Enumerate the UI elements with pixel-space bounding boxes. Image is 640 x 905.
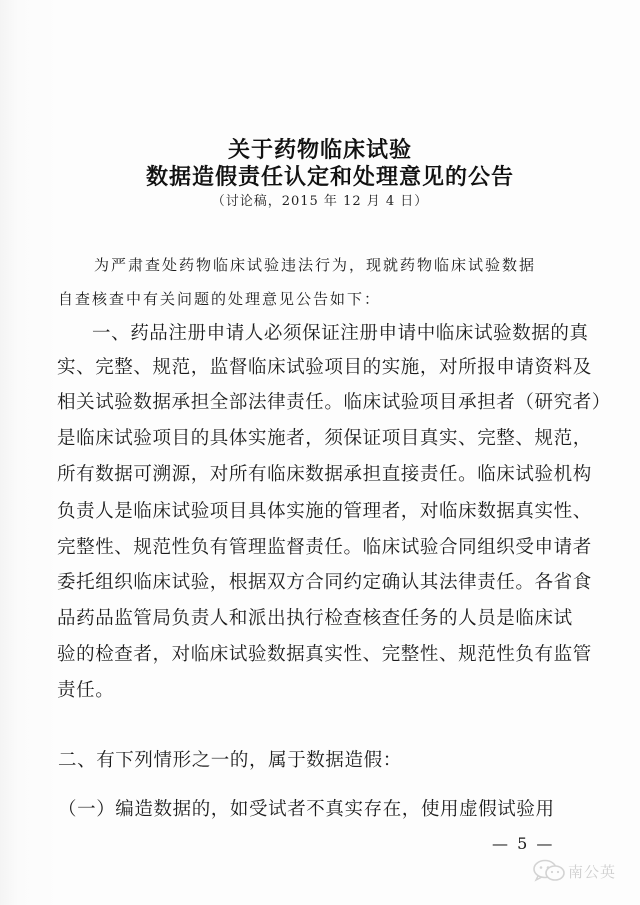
body-line: （一）编造数据的，如受试者不真实存在，使用虚假试验用: [58, 799, 555, 820]
section-heading: 二、有下列情形之一的，属于数据造假：: [58, 750, 402, 771]
body-line: 完整性、规范性负有管理监督责任。临床试验合同组织受申请者: [57, 537, 592, 558]
body-line: 负责人是临床试验项目具体实施的管理者，对临床数据真实性、: [57, 501, 592, 522]
body-line: 委托组织临床试验，根据双方合同约定确认其法律责任。各省食: [57, 572, 592, 593]
body-line: 责任。: [57, 680, 115, 701]
document-title-line2: 数据造假责任认定和处理意见的公告: [145, 164, 514, 190]
watermark-text: 南公英: [568, 862, 617, 881]
watermark: [532, 858, 632, 884]
intro-line: 为严肃查处药物临床试验违法行为，现就药物临床试验数据: [94, 256, 537, 274]
document-title-line1: 关于药物临床试验: [227, 137, 412, 163]
body-line: 验的检查者，对临床试验数据真实性、完整性、规范性负有监管: [57, 644, 592, 665]
wechat-logo-icon: [532, 859, 566, 883]
document-subtitle: （讨论稿，2015 年 12 月 4 日）: [211, 194, 429, 209]
body-line: 实、完整、规范，监督临床试验项目的实施，对所报申请资料及: [57, 357, 592, 378]
body-line: 一、药品注册申请人必须保证注册申请中临床试验数据的真: [92, 323, 589, 344]
body-line: 品药品监管局负责人和派出执行检查核查任务的人员是临床试: [57, 608, 573, 629]
body-line: 所有数据可溯源，对所有临床数据承担直接责任。临床试验机构: [57, 464, 592, 485]
intro-line: 自查核查中有关问题的处理意见公告如下：: [58, 290, 382, 308]
page-number: — 5 —: [492, 834, 555, 853]
body-line: 是临床试验项目的具体实施者，须保证项目真实、完整、规范，: [57, 428, 592, 449]
body-line: 相关试验数据承担全部法律责任。临床试验项目承担者（研究者）: [57, 392, 611, 413]
